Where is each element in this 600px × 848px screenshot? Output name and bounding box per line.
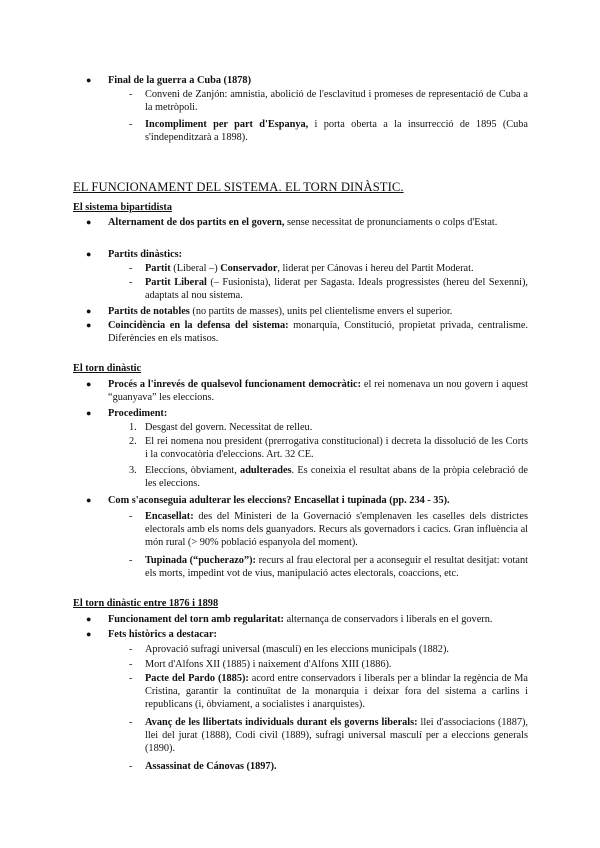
bullet-notables <box>86 305 528 318</box>
subitem-text: recurs al frau electoral per a aconseguir el resultat desitjat: votant els morts, impedint vot de vius, manipulació actes electorals, coaccions, etc. <box>145 555 528 579</box>
step-text: Eleccions, òbviament, <box>145 465 241 476</box>
subitem-liberal <box>129 276 528 302</box>
bullet-adulterar <box>86 494 528 507</box>
subitem-encasellat <box>129 510 528 549</box>
step-text: El rei nomena nou president (prerrogativa constitucional) i decreta la dissolució de les Corts i la convocatòria d'eleccions. Art. 32 CE. <box>145 436 528 460</box>
subitem-bold: Encasellat: <box>145 511 194 522</box>
bullet-cuba <box>86 74 528 87</box>
dash-icon: - <box>129 511 133 522</box>
subitem-text: i porta oberta a la insurrecció de 1895 (Cuba s'independitzarà a 1898). <box>145 119 528 143</box>
subheading-torn: El torn dinàstic <box>73 363 142 374</box>
step-bold: adulterades <box>240 465 292 476</box>
bullet-procediment <box>86 407 528 420</box>
bullet-icon: ● <box>86 75 92 85</box>
step-text: Desgast del govern. Necessitat de relleu. <box>145 422 313 433</box>
dash-icon: - <box>129 555 133 566</box>
step-1 <box>129 421 528 434</box>
step-2 <box>129 435 528 461</box>
bullet-partits <box>86 248 528 261</box>
subitem-llibertats <box>129 716 528 755</box>
subitem-text: acord entre conservadors i liberals per a blindar la regència de Ma Cristina, garantir la continuïtat de la monarquia i deixar fora del sistema a carlins i republicans (i, òbviament, a socialistes i anarquistes). <box>145 673 528 710</box>
bullet-text: (no partits de masses), units pel clientelisme envers el superior. <box>189 306 453 317</box>
subitem-bold: Tupinada (“pucherazo”): <box>145 555 256 566</box>
bullet-funcionament <box>86 613 528 626</box>
bullet-text: el rei nomenava un nou govern i aquest “guanyava” les eleccions. <box>108 379 529 403</box>
subitem-bold: Pacte del Pardo (1885): <box>145 673 249 684</box>
subitem-pardo <box>129 672 528 711</box>
subitem-text: , liderat per Cánovas i hereu del Partit Moderat. <box>277 263 474 274</box>
bullet-icon: ● <box>86 249 92 259</box>
dash-icon: - <box>129 89 133 100</box>
subitem-text: (Liberal –) <box>170 263 221 274</box>
bullet-bold: Coincidència en la defensa del sistema: <box>108 320 289 331</box>
bullet-text: sense necessitat de pronunciaments o colps d'Estat. <box>284 217 498 228</box>
bullet-icon: ● <box>86 495 92 505</box>
step-number: 3. <box>129 465 137 476</box>
bullet-bold: Alternament de dos partits en el govern, <box>108 217 285 228</box>
subitem-bold: Conservador <box>220 263 278 274</box>
bullet-icon: ● <box>86 614 92 624</box>
subitem-tupinada <box>129 554 528 580</box>
subitem-text: Conveni de Zanjón: amnistia, abolició de l'esclavitud i promeses de representació de Cuba a la metròpoli. <box>145 89 528 113</box>
dash-icon: - <box>129 277 133 288</box>
dash-icon: - <box>129 761 133 772</box>
bullet-alternament <box>86 216 528 229</box>
bullet-icon: ● <box>86 629 92 639</box>
dash-icon: - <box>129 119 133 130</box>
dash-icon: - <box>129 644 133 655</box>
bullet-icon: ● <box>86 320 92 330</box>
bullet-text: monarquia, Constitució, propietat privada, centralisme. Diferències en els matisos. <box>108 320 528 344</box>
bullet-icon: ● <box>86 306 92 316</box>
subheading-bipartidisme: El sistema bipartidista <box>73 202 172 213</box>
bullet-title: Final de la guerra a Cuba (1878) <box>108 75 252 86</box>
bullet-icon: ● <box>86 217 92 227</box>
bullet-bold: Com s'aconseguia adulterar les eleccions? Encasellat i tupinada (pp. 234 - 35). <box>108 495 450 506</box>
bullet-text: alternança de conservadors i liberals en el govern. <box>284 614 493 625</box>
bullet-bold: Partits de notables <box>108 306 190 317</box>
step-text: . Es coneixia el resultat abans de la pròpia celebració de les eleccions. <box>145 465 528 489</box>
subheading-torn-1876: El torn dinàstic entre 1876 i 1898 <box>73 598 219 609</box>
subitem-canovas <box>129 760 528 773</box>
dash-icon: - <box>129 717 133 728</box>
subitem-incompliment <box>129 118 528 144</box>
subitem-text: des del Ministeri de la Governació s'emplenaven les caselles dels districtes electorals amb els noms dels guanyadors. Recurs als governadors i cacics. Gran influència al món rural (> 90% població espanyola del moment). <box>145 511 528 548</box>
subitem-zanjon <box>129 88 528 114</box>
dash-icon: - <box>129 673 133 684</box>
subitem-bold: Partit <box>145 263 171 274</box>
subitem-conservador <box>129 262 528 275</box>
bullet-fets <box>86 628 528 641</box>
bullet-proces <box>86 378 529 404</box>
subitem-sufragi <box>129 643 528 656</box>
bullet-coincidencia <box>86 319 528 345</box>
dash-icon: - <box>129 659 133 670</box>
subitem-text: Mort d'Alfons XII (1885) i naixement d'Alfons XIII (1886). <box>145 659 392 670</box>
bullet-title: Procediment: <box>108 408 168 419</box>
bullet-bold: Funcionament del torn amb regularitat: <box>108 614 284 625</box>
subitem-text: llei d'associacions (1887), llei del jurat (1888), Codi civil (1889), sufragi universal masculí per a eleccions generals (1890). <box>145 717 528 754</box>
dash-icon: - <box>129 263 133 274</box>
bullet-title: Fets històrics a destacar: <box>108 629 217 640</box>
bullet-icon: ● <box>86 379 92 389</box>
bullet-bold: Procés a l'inrevés de qualsevol funcionament democràtic: <box>108 379 362 390</box>
subitem-alfons <box>129 658 528 671</box>
section-title: EL FUNCIONAMENT DEL SISTEMA. EL TORN DINÀSTIC. <box>73 180 404 194</box>
step-3 <box>129 464 528 490</box>
subitem-text: Aprovació sufragi universal (masculí) en les eleccions municipals (1882). <box>145 644 449 655</box>
bullet-icon: ● <box>86 408 92 418</box>
subitem-bold: Partit Liberal <box>145 277 207 288</box>
subitem-bold: Avanç de les llibertats individuals durant els governs liberals: <box>145 717 418 728</box>
step-number: 2. <box>129 436 137 447</box>
bullet-title: Partits dinàstics: <box>108 249 183 260</box>
subitem-bold: Assassinat de Cánovas (1897). <box>145 761 277 772</box>
subitem-text: (– Fusionista), liderat per Sagasta. Ideals progressistes (hereu del Sexenni), adaptats al nou sistema. <box>145 277 528 301</box>
subitem-bold: Incompliment per part d'Espanya, <box>145 119 309 130</box>
step-number: 1. <box>129 422 137 433</box>
